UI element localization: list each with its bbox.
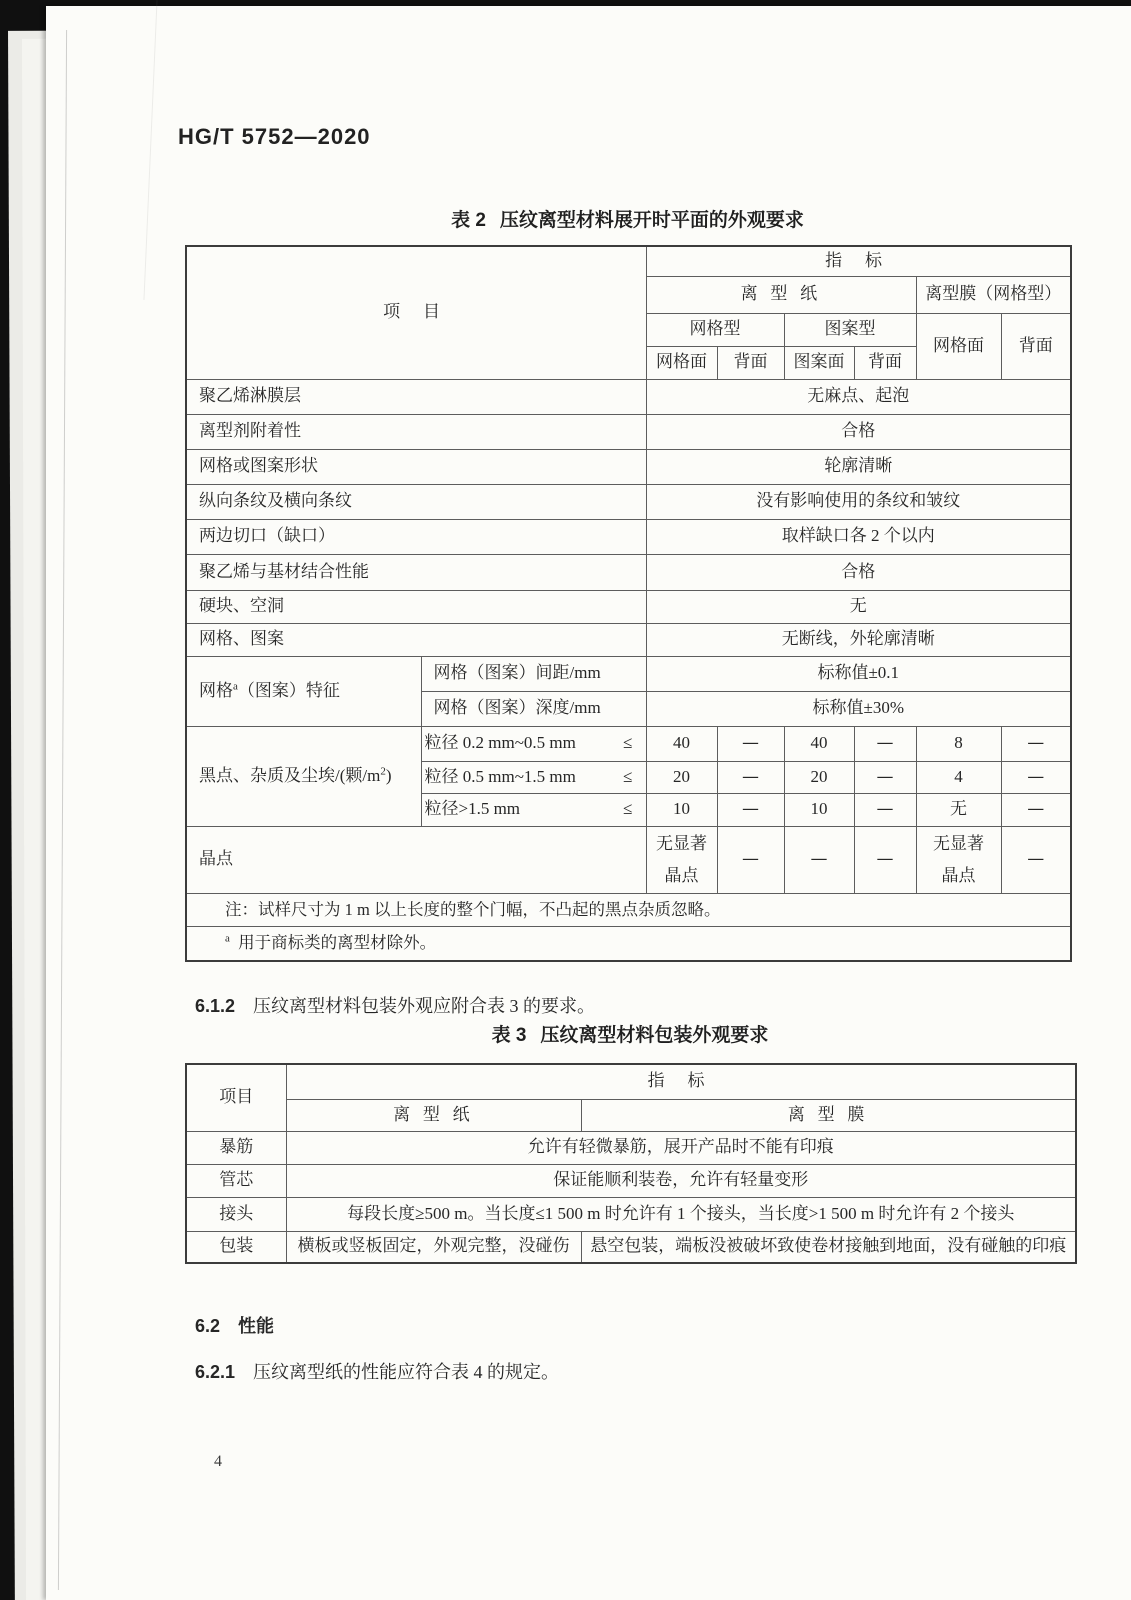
t2-dust-cell: — <box>854 793 916 826</box>
t3-r0-value: 允许有轻微暴筋，展开产品时不能有印痕 <box>286 1131 1076 1164</box>
t2-h-indicator: 指 标 <box>646 246 1071 276</box>
t2-crystal-item: 晶点 <box>186 826 646 894</box>
t2-dust-cell: — <box>854 761 916 793</box>
t2-note: 注：试样尺寸为 1 m 以上长度的整个门幅，不凸起的黑点杂质忽略。 <box>186 894 1071 927</box>
t2-dust-sub1-label: 粒径 0.5 mm~1.5 mm ≤ <box>421 761 646 793</box>
t2-h-film-back: 背面 <box>1001 313 1071 379</box>
t2-crystal-cell: 无显著晶点 <box>916 826 1001 894</box>
t2-h-item: 项 目 <box>186 246 646 379</box>
t2-h-paper-pattern-back: 背面 <box>854 346 916 379</box>
table3-caption-label: 表 3 <box>491 1025 527 1046</box>
t2-grid-feature-item: 网格$^a$（图案）特征 <box>186 656 421 726</box>
t2-h-release-paper: 离 型 纸 <box>646 276 916 313</box>
t2-r4-value: 没有影响使用的条纹和皱纹 <box>646 484 1071 519</box>
table2 <box>185 245 1072 962</box>
standard-number: HG/T 5752—2020 <box>178 124 371 149</box>
t2-crystal-cell: — <box>1001 826 1071 894</box>
t2-dust-cell: 20 <box>784 761 854 793</box>
t3-r2-value: 每段长度≥500 m。当长度≤1 500 m 时允许有 1 个接头，当长度>1 500 m 时允许有 2 个接头 <box>286 1197 1076 1231</box>
t2-r3-item: 网格或图案形状 <box>186 449 646 484</box>
t2-dust-cell: — <box>1001 793 1071 826</box>
t2-crystal-cell: — <box>717 826 784 894</box>
t2-h-grid-type: 网格型 <box>646 313 784 346</box>
t3-h-release-film: 离 型 膜 <box>581 1099 1076 1131</box>
clause-text: 压纹离型材料包装外观应附合表 3 的要求。 <box>253 996 596 1016</box>
t2-r1-value: 无麻点、起泡 <box>646 379 1071 414</box>
t2-h-release-film: 离型膜（网格型） <box>916 276 1071 313</box>
t3-r3-film: 悬空包装，端板没被破坏致使卷材接触到地面，没有碰触的印痕 <box>581 1231 1076 1263</box>
t3-r2-item: 接头 <box>186 1197 286 1231</box>
t2-r2-item: 离型剂附着性 <box>186 414 646 449</box>
t2-r4-item: 纵向条纹及横向条纹 <box>186 484 646 519</box>
t2-dust-sub0-label: 粒径 0.2 mm~0.5 mm ≤ <box>421 726 646 761</box>
t3-r3-item: 包装 <box>186 1231 286 1263</box>
t3-r3-paper: 横板或竖板固定，外观完整，没碰伤 <box>286 1231 581 1263</box>
clause-6-2-1 <box>195 1358 559 1384</box>
t2-r5-value: 取样缺口各 2 个以内 <box>646 519 1071 554</box>
t2-r6-item: 聚乙烯与基材结合性能 <box>186 554 646 590</box>
t2-dust-cell: 10 <box>646 793 717 826</box>
t2-dust-cell: 10 <box>784 793 854 826</box>
t2-h-paper-grid-face: 网格面 <box>646 346 717 379</box>
t2-h-pattern-type: 图案型 <box>784 313 916 346</box>
t2-dust-item: 黑点、杂质及尘埃/(颗$/m^2$) <box>186 726 421 826</box>
table3-caption-text: 压纹离型材料包装外观要求 <box>540 1025 769 1046</box>
t2-crystal-cell: 无显著晶点 <box>646 826 717 894</box>
t2-dust-cell: 8 <box>916 726 1001 761</box>
t2-dust-cell: — <box>1001 726 1071 761</box>
t2-r3-value: 轮廓清晰 <box>646 449 1071 484</box>
t2-dust-cell: — <box>854 726 916 761</box>
clause-6-2 <box>195 1312 274 1338</box>
t2-r2-value: 合格 <box>646 414 1071 449</box>
t2-dust-cell: 40 <box>784 726 854 761</box>
t2-dust-cell: 无 <box>916 793 1001 826</box>
t2-r1-item: 聚乙烯淋膜层 <box>186 379 646 414</box>
t3-r0-item: 暴筋 <box>186 1131 286 1164</box>
t2-grid-depth-value: 标称值±30% <box>646 691 1071 726</box>
table3-caption <box>185 1020 1075 1047</box>
t2-dust-cell: 40 <box>646 726 717 761</box>
t3-h-release-paper: 离 型 纸 <box>286 1099 581 1131</box>
t2-h-paper-pattern-face: 图案面 <box>784 346 854 379</box>
t2-r8-item: 网格、图案 <box>186 623 646 656</box>
t2-grid-spacing-label: 网格（图案）间距/mm <box>421 656 646 691</box>
t2-r7-item: 硬块、空洞 <box>186 590 646 623</box>
t2-grid-spacing-value: 标称值±0.1 <box>646 656 1071 691</box>
table2-caption <box>185 205 1070 232</box>
t2-dust-cell: — <box>717 761 784 793</box>
t2-r6-value: 合格 <box>646 554 1071 590</box>
t3-h-item: 项目 <box>186 1064 286 1131</box>
clause-6-1-2 <box>195 992 595 1018</box>
table2-caption-label: 表 2 <box>451 210 486 231</box>
t2-crystal-cell: — <box>784 826 854 894</box>
t3-r1-value: 保证能顺利装卷，允许有轻量变形 <box>286 1164 1076 1197</box>
t2-dust-cell: 4 <box>916 761 1001 793</box>
clause-number: 6.1.2 <box>195 996 236 1016</box>
t2-dust-cell: 20 <box>646 761 717 793</box>
t2-h-paper-grid-back: 背面 <box>717 346 784 379</box>
t3-r1-item: 管芯 <box>186 1164 286 1197</box>
table3 <box>185 1063 1077 1264</box>
clause-number: 6.2.1 <box>195 1362 236 1382</box>
t2-r7-value: 无 <box>646 590 1071 623</box>
page-number: 4 <box>214 1453 222 1470</box>
table2-caption-text: 压纹离型材料展开时平面的外观要求 <box>499 210 804 231</box>
clause-text: 性能 <box>238 1316 275 1336</box>
t2-grid-depth-label: 网格（图案）深度/mm <box>421 691 646 726</box>
clause-text: 压纹离型纸的性能应符合表 4 的规定。 <box>253 1362 560 1382</box>
t2-r8-value: 无断线，外轮廓清晰 <box>646 623 1071 656</box>
t2-crystal-cell: — <box>854 826 916 894</box>
t2-dust-cell: — <box>1001 761 1071 793</box>
t3-h-indicator: 指 标 <box>286 1064 1076 1099</box>
t2-r5-item: 两边切口（缺口） <box>186 519 646 554</box>
t2-footnote: $^a$ 用于商标类的离型材除外。 <box>186 927 1071 961</box>
t2-dust-sub2-label: 粒径>1.5 mm ≤ <box>421 793 646 826</box>
clause-number: 6.2 <box>195 1316 221 1336</box>
t2-h-film-grid-face: 网格面 <box>916 313 1001 379</box>
t2-dust-cell: — <box>717 793 784 826</box>
t2-dust-cell: — <box>717 726 784 761</box>
